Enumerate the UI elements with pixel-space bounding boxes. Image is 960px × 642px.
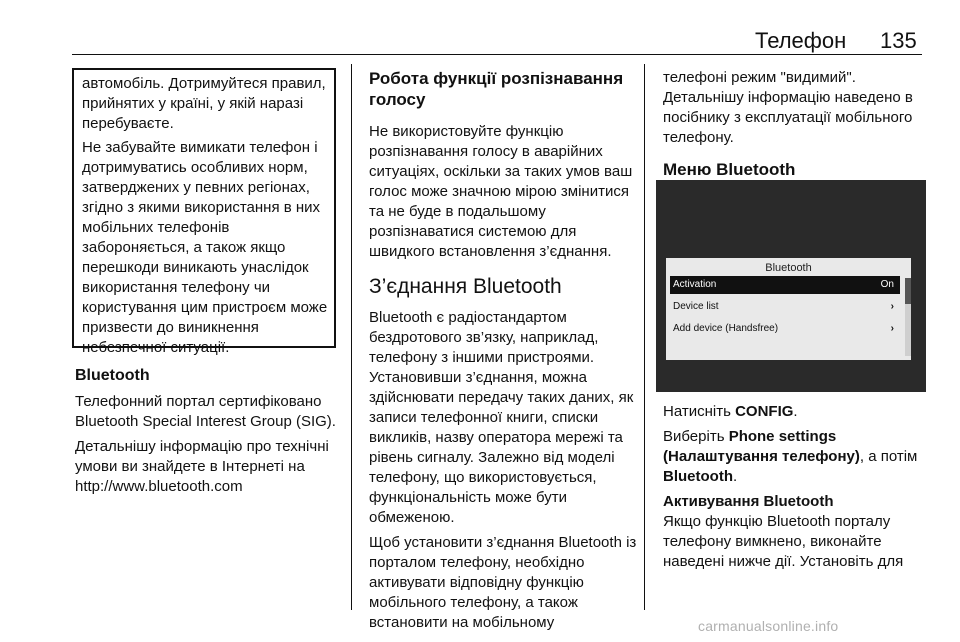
activation-value: On xyxy=(880,279,894,290)
press-config-instruction: Натисніть CONFIG. xyxy=(663,403,798,420)
device-list-row xyxy=(670,298,900,316)
voice-recognition-paragraph: Не використовуйте функцію розпізнавання голосу в аварійних ситуаціях, оскільки за таких умов ваш голос може значною мірою змінитися та не буде в подальшому розпізнаватися системою для швидкого встановлення з’єднання. xyxy=(369,123,633,260)
select-settings-instruction: Виберіть Phone settings (Налаштування телефону), а потім Bluetooth. xyxy=(663,428,918,485)
watermark: carmanualsonline.info xyxy=(698,618,839,634)
bluetooth-connection-paragraph-2: Щоб установити з’єднання Bluetooth із порталом телефону, необхідно активувати відповідну функцію мобільного телефону, а також встановити на мобільному xyxy=(369,534,637,631)
chevron-right-icon: › xyxy=(890,323,894,334)
bluetooth-paragraph-2: Детальнішу інформацію про технічні умови ви знайдете в Інтернеті на http://www.bluetooth.com xyxy=(75,438,329,495)
activate-bluetooth-paragraph: Якщо функцію Bluetooth порталу телефону вимкнено, виконайте наведені нижче дії. Установіть для xyxy=(663,513,904,570)
bluetooth-connection-paragraph-1: Bluetooth є радіостандартом бездротового зв’язку, наприклад, телефону з іншими пристроями. Установивши з’єднання, можна здійснювати передачу таких даних, як записи телефонної книги, списки викликів, назву оператора мережі та рівень сигналу. Залежно від моделі телефону, що використовується, функціональність може бути обмеженою. xyxy=(369,309,634,526)
bluetooth-connection-heading: З’єднання Bluetooth xyxy=(369,275,562,298)
add-device-label: Add device (Handsfree) xyxy=(673,323,779,334)
screen-scrollbar xyxy=(905,278,911,356)
screen-title: Bluetooth xyxy=(765,262,812,274)
warning-text-2: Не забувайте вимикати телефон і дотримуватись особливих норм, затверджених у певних регіонах, згідно з якими використання в них мобільних телефонів забороняється, а також якщо перешкоди виникають унаслідок використання телефону чи користування цим пристроєм може призвести до виникнення небезпечної ситуації. xyxy=(82,139,328,356)
scrollbar-thumb xyxy=(905,278,911,304)
column-3-top xyxy=(663,68,927,186)
bluetooth-paragraph-1: Телефонний портал сертифіковано Bluetooth Special Interest Group (SIG). xyxy=(75,393,336,430)
chapter-title: Телефон xyxy=(755,28,847,53)
column-divider-2 xyxy=(644,64,645,610)
warning-box xyxy=(72,68,336,356)
column-1 xyxy=(75,366,337,502)
add-device-row xyxy=(670,320,900,338)
bluetooth-menu-screenshot xyxy=(656,180,926,392)
bluetooth-menu-heading: Меню Bluetooth xyxy=(663,160,796,179)
warning-text-1: автомобіль. Дотримуйтеся правил, прийнятих у країні, у якій наразі перебуваєте. xyxy=(82,75,326,132)
device-list-label: Device list xyxy=(673,301,719,312)
header-rule xyxy=(72,54,922,55)
column-3-bottom xyxy=(663,402,927,577)
activation-row xyxy=(670,276,900,294)
page-number: 135 xyxy=(880,28,917,53)
activate-bluetooth-heading: Активування Bluetooth xyxy=(663,493,834,510)
voice-recognition-heading: Робота функції розпізнавання голосу xyxy=(369,69,624,109)
activation-label: Activation xyxy=(673,279,717,290)
column-divider-1 xyxy=(351,64,352,610)
column-2 xyxy=(369,68,637,638)
chevron-right-icon: › xyxy=(890,301,894,312)
visibility-paragraph: телефоні режим "видимий". Детальнішу інформацію наведено в посібнику з експлуатації мобільного телефону. xyxy=(663,69,913,146)
screen-panel xyxy=(666,258,911,360)
bluetooth-heading: Bluetooth xyxy=(75,367,150,384)
